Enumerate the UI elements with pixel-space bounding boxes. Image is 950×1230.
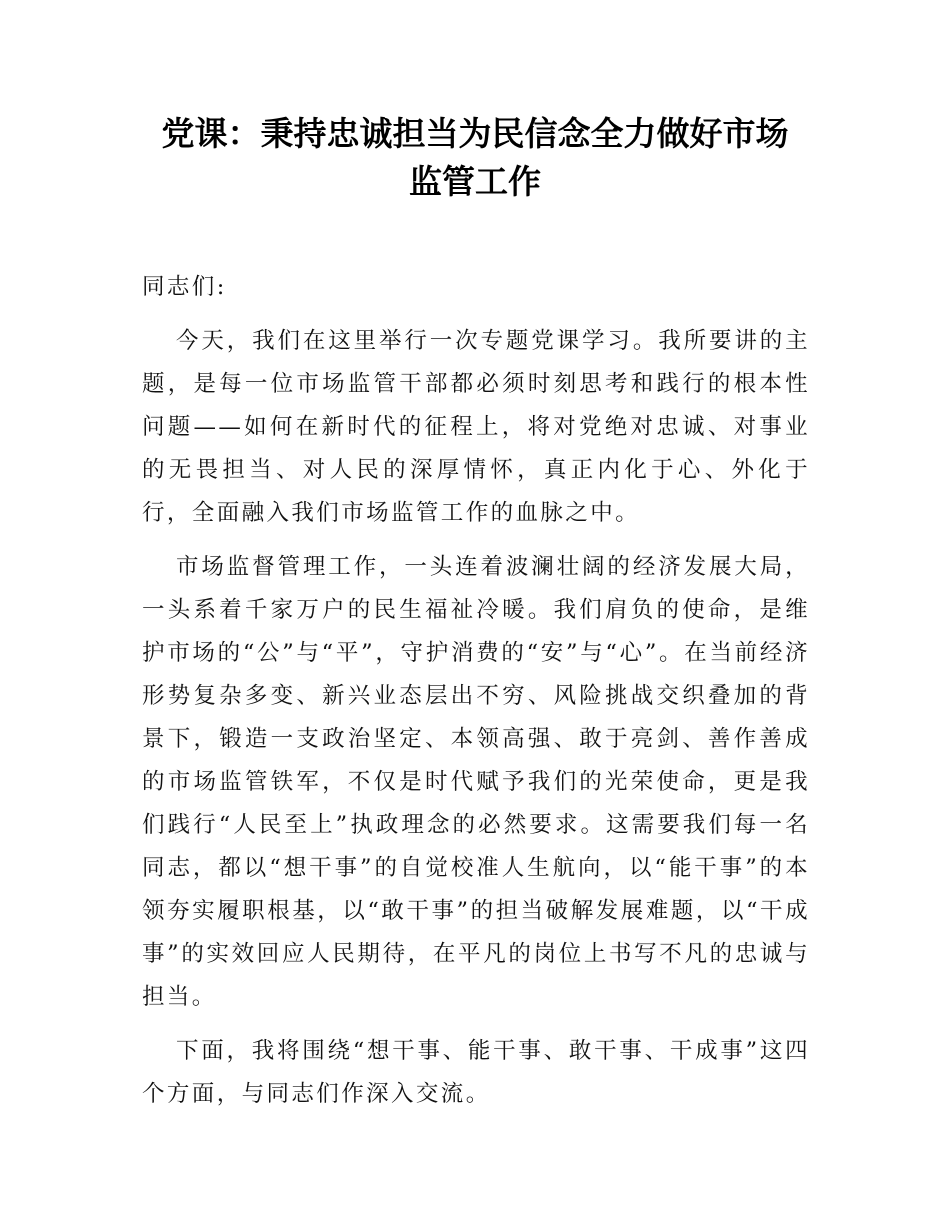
document-body <box>142 266 810 1127</box>
paragraph-outline: 下面，我将围绕“想干事、能干事、敢干事、干成事”这四个方面，与同志们作深入交流。 <box>142 1038 810 1107</box>
salutation: 同志们: <box>142 274 227 300</box>
paragraph-intro: 今天，我们在这里举行一次专题党课学习。我所要讲的主题，是每一位市场监管干部都必须时刻思考和践行的根本性问题——如何在新时代的征程上，将对党绝对忠诚、对事业的无畏担当、对人民的深厚情怀，真正内化于心、外化于行，全面融入我们市场监管工作的血脉之中。 <box>142 328 810 526</box>
paragraph-mission: 市场监督管理工作，一头连着波澜壮阔的经济发展大局，一头系着千家万户的民生福祉冷暖。我们肩负的使命，是维护市场的“公”与“平”，守护消费的“安”与“心”。在当前经济形势复杂多变、新兴业态层出不穷、风险挑战交织叠加的背景下，锻造一支政治坚定、本领高强、敢于亮剑、善作善成的市场监管铁军，不仅是时代赋予我们的光荣使命，更是我们践行“人民至上”执政理念的必然要求。这需要我们每一名同志，都以“想干事”的自觉校准人生航向，以“能干事”的本领夯实履职根基，以“敢干事”的担当破解发展难题，以“干成事”的实效回应人民期待，在平凡的岗位上书写不凡的忠诚与担当。 <box>142 554 810 1010</box>
title-line-2: 监管工作 <box>409 162 541 201</box>
document-title <box>140 110 810 206</box>
title-line-1: 党课：秉持忠诚担当为民信念全力做好市场 <box>161 114 789 153</box>
